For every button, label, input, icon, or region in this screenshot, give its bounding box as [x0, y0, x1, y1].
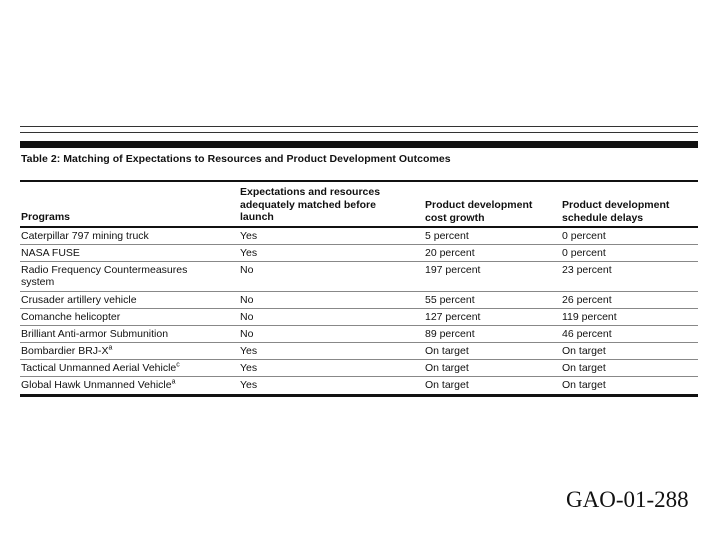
schedule-delay-value: On target	[562, 362, 606, 374]
matched-value: No	[240, 328, 254, 340]
program-name: Caterpillar 797 mining truck	[21, 230, 149, 242]
schedule-delay-value: 26 percent	[562, 294, 612, 306]
row-divider	[20, 291, 698, 292]
cost-growth-value: 197 percent	[425, 264, 481, 276]
top-rule	[20, 126, 698, 127]
header-schedule-delays: Product development schedule delays	[562, 199, 670, 224]
row-divider	[20, 261, 698, 262]
row-divider	[20, 244, 698, 245]
program-name: Radio Frequency Countermeasures system	[21, 264, 188, 288]
program-name: Crusader artillery vehicle	[21, 294, 137, 306]
cost-growth-value: On target	[425, 379, 469, 391]
header-cost-growth: Product development cost growth	[425, 199, 533, 224]
row-divider	[20, 342, 698, 343]
program-name: NASA FUSE	[21, 247, 80, 259]
schedule-delay-value: On target	[562, 345, 606, 357]
cost-growth-value: 5 percent	[425, 230, 469, 242]
matched-value: Yes	[240, 379, 258, 391]
cost-growth-value: 89 percent	[425, 328, 475, 340]
cost-growth-value: On target	[425, 345, 469, 357]
schedule-delay-value: 46 percent	[562, 328, 612, 340]
cost-growth-value: On target	[425, 362, 469, 374]
table-bottom-rule	[20, 394, 698, 397]
schedule-delay-value: On target	[562, 379, 606, 391]
footnote-marker: c	[176, 361, 180, 369]
matched-value: No	[240, 264, 254, 276]
footnote-marker: a	[171, 378, 176, 386]
caption-bar	[20, 141, 698, 148]
matched-value: Yes	[240, 247, 258, 259]
report-id: GAO-01-288	[566, 487, 689, 512]
row-divider	[20, 376, 698, 377]
row-divider	[20, 359, 698, 360]
schedule-delay-value: 0 percent	[562, 230, 606, 242]
program-name: Tactical Unmanned Aerial Vehicle$^c$	[21, 361, 180, 374]
header-top-rule	[20, 180, 698, 182]
row-divider	[20, 308, 698, 309]
table-caption: Table 2: Matching of Expectations to Resources and Product Development Outcomes	[21, 153, 451, 165]
program-name: Brilliant Anti-armor Submunition	[21, 328, 169, 340]
cost-growth-value: 20 percent	[425, 247, 475, 259]
header-programs: Programs	[21, 211, 71, 223]
header-bottom-rule	[20, 226, 698, 228]
top-rule-second	[20, 132, 698, 133]
cost-growth-value: 55 percent	[425, 294, 475, 306]
program-name: Global Hawk Unmanned Vehicle$^a$	[21, 378, 176, 391]
matched-value: Yes	[240, 230, 258, 242]
schedule-delay-value: 119 percent	[562, 311, 617, 323]
header-matched: Expectations and resources adequately matched before launch	[240, 186, 381, 223]
schedule-delay-value: 0 percent	[562, 247, 606, 259]
row-divider	[20, 325, 698, 326]
schedule-delay-value: 23 percent	[562, 264, 612, 276]
matched-value: No	[240, 311, 254, 323]
program-name: Comanche helicopter	[21, 311, 121, 323]
program-name: Bombardier BRJ-$X^a$	[21, 344, 113, 357]
matched-value: No	[240, 294, 254, 306]
matched-value: Yes	[240, 345, 258, 357]
cost-growth-value: 127 percent	[425, 311, 481, 323]
footnote-marker: a	[108, 344, 113, 352]
matched-value: Yes	[240, 362, 258, 374]
